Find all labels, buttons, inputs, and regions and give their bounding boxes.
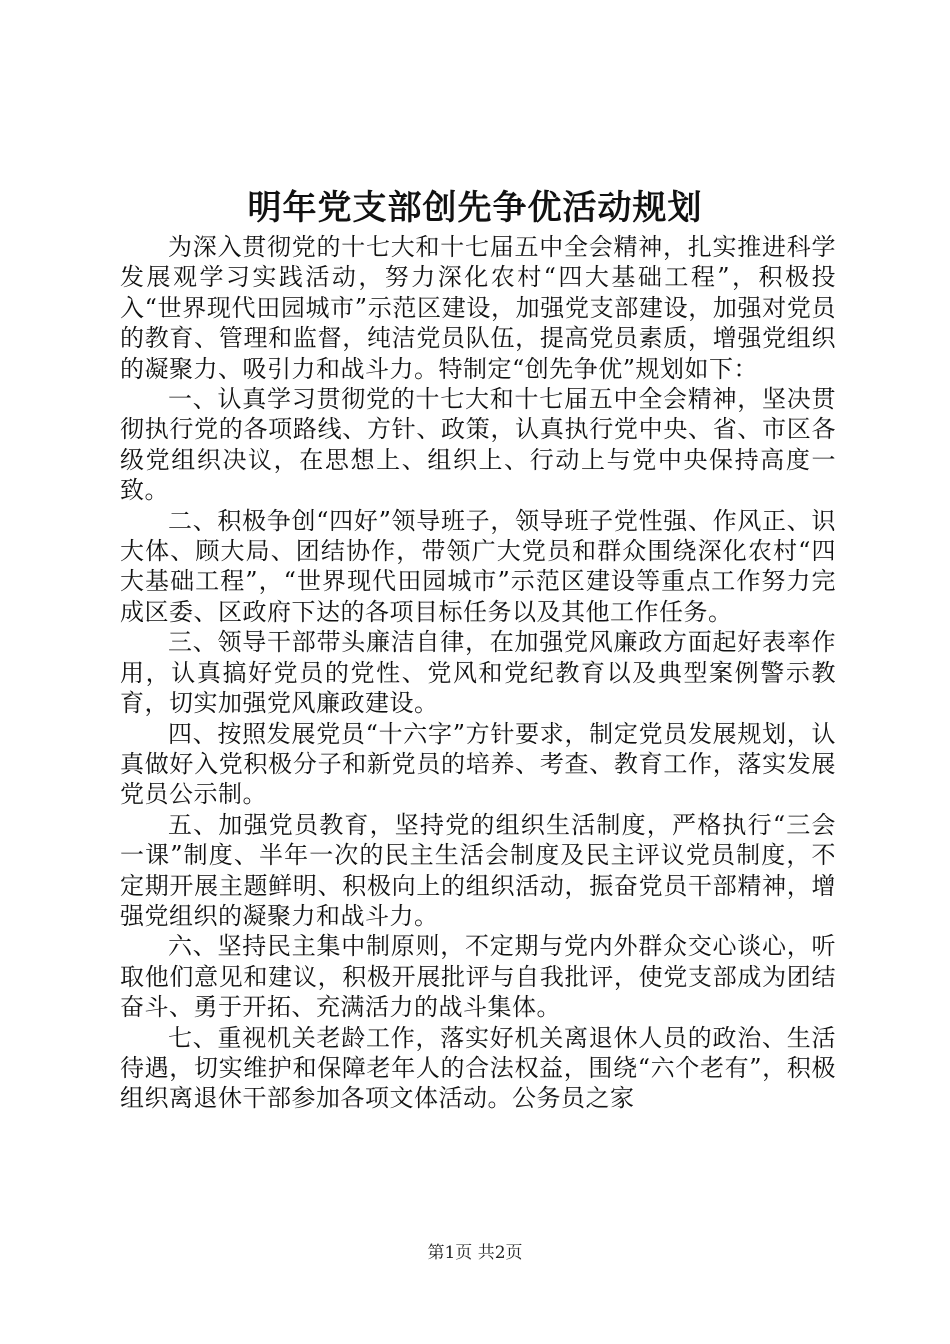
paragraph-item-2: 二、积极争创“四好”领导班子，领导班子党性强、作风正、识大体、顾大局、团结协作，带领广大党员和群众围绕深化农村“四大基础工程”，“世界现代田园城市”示范区建设等重点工作努力完成区委、区政府下达的各项目标任务以及其他工作任务。 xyxy=(120,506,836,626)
document-title: 明年党支部创先争优活动规划 xyxy=(247,188,703,228)
paragraph-item-4: 四、按照发展党员“十六字”方针要求，制定党员发展规划，认真做好入党积极分子和新党员的培养、考查、教育工作，落实发展党员公示制。 xyxy=(120,719,836,809)
document-body xyxy=(120,232,836,1114)
paragraph-intro: 为深入贯彻党的十七大和十七届五中全会精神，扎实推进科学发展观学习实践活动，努力深化农村“四大基础工程”，积极投入“世界现代田园城市”示范区建设，加强党支部建设，加强对党员的教育、管理和监督，纯洁党员队伍，提高党员素质，增强党组织的凝聚力、吸引力和战斗力。特制定“创先争优”规划如下： xyxy=(120,233,836,383)
page-number-footer: 第1页 共2页 xyxy=(427,1243,523,1263)
paragraph-item-7: 七、重视机关老龄工作，落实好机关离退休人员的政治、生活待遇，切实维护和保障老年人的合法权益，围绕“六个老有”，积极组织离退休干部参加各项文体活动。公务员之家 xyxy=(120,1023,836,1113)
paragraph-item-3: 三、领导干部带头廉洁自律，在加强党风廉政方面起好表率作用，认真搞好党员的党性、党风和党纪教育以及典型案例警示教育，切实加强党风廉政建设。 xyxy=(120,628,836,718)
paragraph-item-5: 五、加强党员教育，坚持党的组织生活制度，严格执行“三会一课”制度、半年一次的民主生活会制度及民主评议党员制度，不定期开展主题鲜明、积极向上的组织活动，振奋党员干部精神，增强党组织的凝聚力和战斗力。 xyxy=(120,810,836,930)
paragraph-item-6: 六、坚持民主集中制原则，不定期与党内外群众交心谈心，听取他们意见和建议，积极开展批评与自我批评，使党支部成为团结奋斗、勇于开拓、充满活力的战斗集体。 xyxy=(120,932,836,1022)
paragraph-item-1: 一、认真学习贯彻党的十七大和十七届五中全会精神，坚决贯彻执行党的各项路线、方针、政策，认真执行党中央、省、市区各级党组织决议，在思想上、组织上、行动上与党中央保持高度一致。 xyxy=(120,385,836,505)
